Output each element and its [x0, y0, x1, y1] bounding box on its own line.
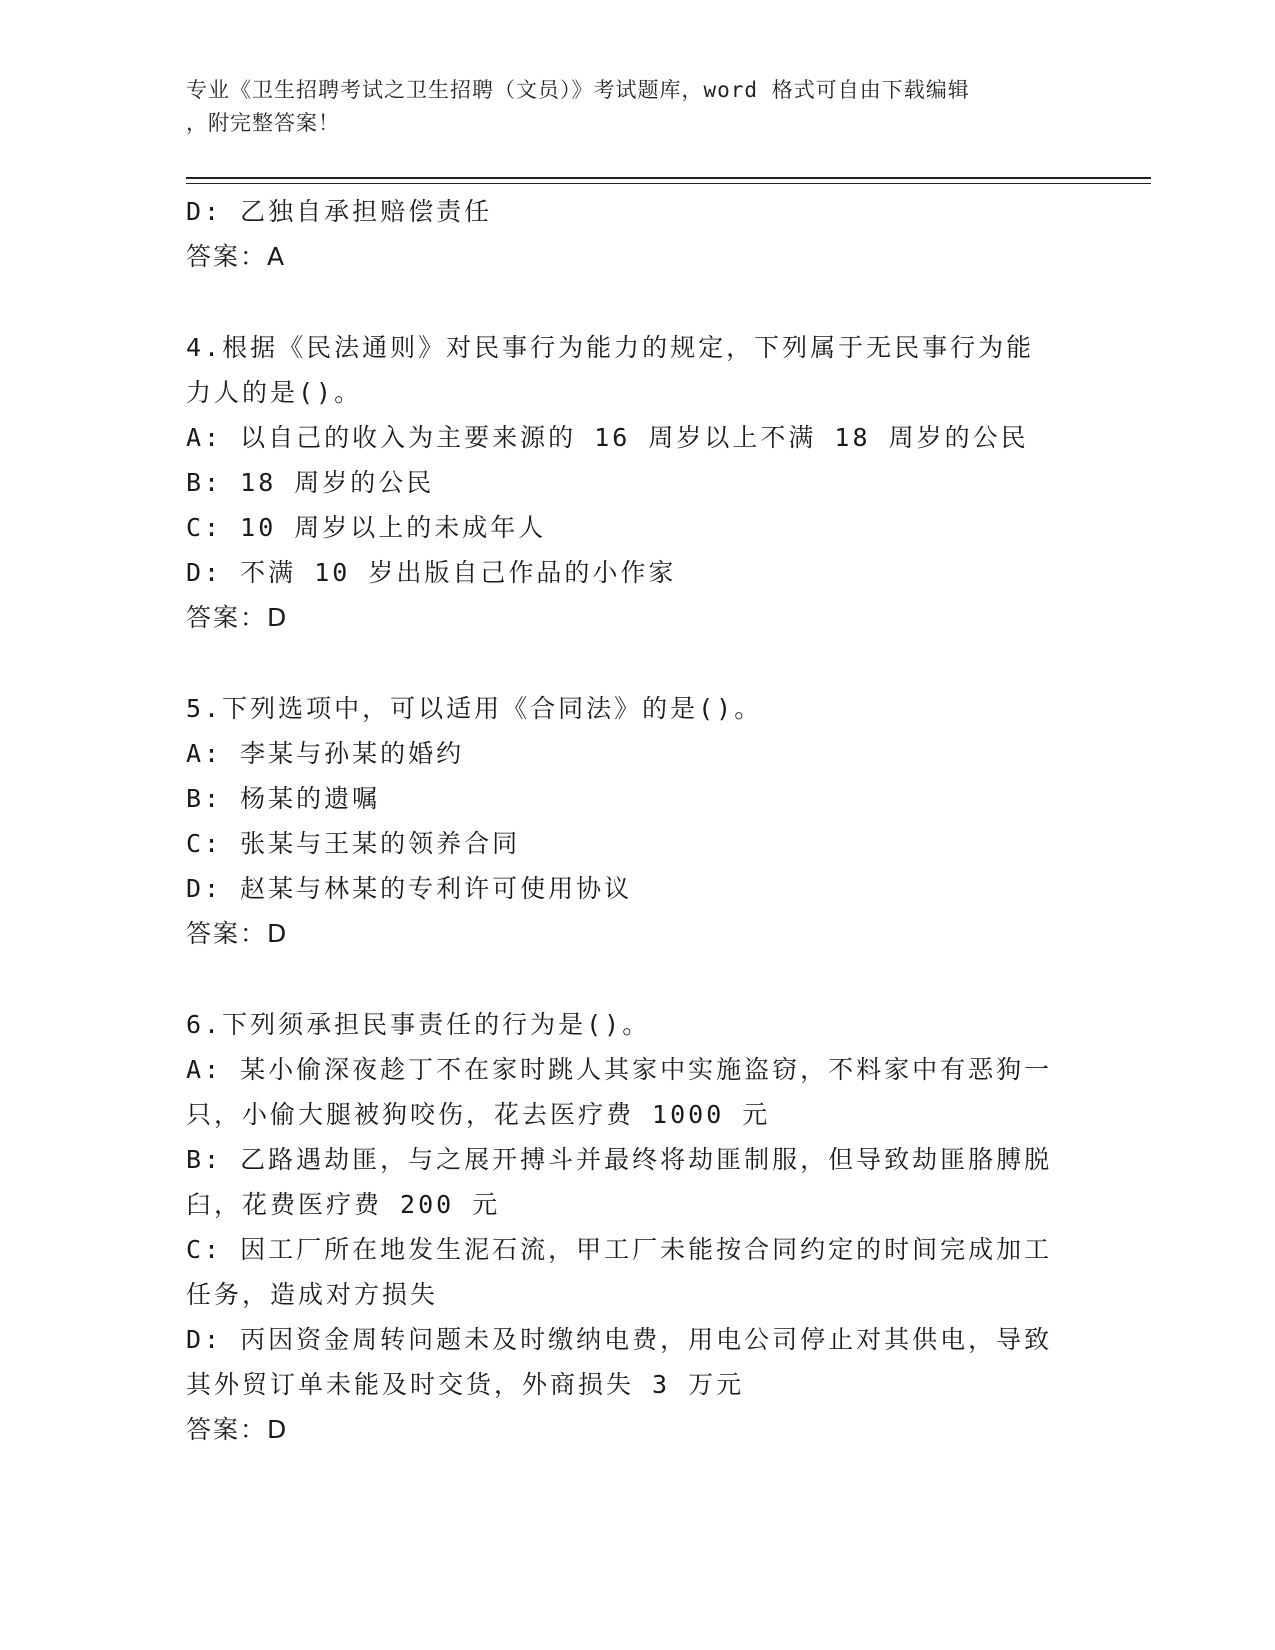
spacer: [186, 640, 1066, 686]
question-5-text: 5.下列选项中，可以适用《合同法》的是()。: [186, 694, 763, 723]
question-5-answer: 答案：D: [186, 919, 289, 948]
question-4-option-c: C: 10 周岁以上的未成年人: [186, 513, 547, 542]
question-content: [186, 189, 1066, 1452]
question-6-block: [186, 1002, 1066, 1452]
question-3-block: [186, 189, 1066, 279]
spacer: [186, 956, 1066, 1002]
question-6-option-a-line-1: A: 某小偷深夜趁丁不在家时跳人其家中实施盗窃，不料家中有恶狗一: [186, 1055, 1053, 1084]
question-3-option-d: D: 乙独自承担赔偿责任: [186, 197, 493, 226]
header-divider-thick: [186, 177, 1151, 179]
question-4-option-b: B: 18 周岁的公民: [186, 468, 435, 497]
question-6-option-d-line-2: 其外贸订单未能及时交货，外商损失 3 万元: [186, 1370, 745, 1399]
question-5-block: [186, 686, 1066, 956]
question-6-option-d-line-1: D: 丙因资金周转问题未及时缴纳电费，用电公司停止对其供电，导致: [186, 1325, 1053, 1354]
question-5-option-a: A: 李某与孙某的婚约: [186, 739, 465, 768]
question-6-option-b-line-1: B: 乙路遇劫匪，与之展开搏斗并最终将劫匪制服，但导致劫匪胳膊脱: [186, 1145, 1053, 1174]
question-5-option-b: B: 杨某的遗嘱: [186, 784, 381, 813]
spacer: [186, 279, 1066, 325]
question-4-answer: 答案：D: [186, 603, 289, 632]
question-6-option-b-line-2: 臼，花费医疗费 200 元: [186, 1190, 501, 1219]
question-4-text-line-1: 4.根据《民法通则》对民事行为能力的规定，下列属于无民事行为能: [186, 333, 1035, 362]
document-header: [186, 74, 1066, 140]
question-5-option-c: C: 张某与王某的领养合同: [186, 829, 521, 858]
question-6-answer: 答案：D: [186, 1415, 289, 1444]
question-5-option-d: D: 赵某与林某的专利许可使用协议: [186, 874, 633, 903]
header-line-2: ，附完整答案！: [186, 111, 340, 135]
header-divider-thin: [186, 183, 1151, 184]
question-6-text: 6.下列须承担民事责任的行为是()。: [186, 1010, 651, 1039]
question-4-option-a: A: 以自己的收入为主要来源的 16 周岁以上不满 18 周岁的公民: [186, 423, 1029, 452]
header-line-1: 专业《卫生招聘考试之卫生招聘（文员）》考试题库，word 格式可自由下载编辑: [186, 78, 970, 102]
question-3-answer: 答案：A: [186, 242, 287, 271]
question-4-option-d: D: 不满 10 岁出版自己作品的小作家: [186, 558, 677, 587]
question-6-option-a-line-2: 只，小偷大腿被狗咬伤，花去医疗费 1000 元: [186, 1100, 771, 1129]
question-4-block: [186, 325, 1066, 640]
question-4-text-line-2: 力人的是()。: [186, 378, 363, 407]
question-6-option-c-line-1: C: 因工厂所在地发生泥石流，甲工厂未能按合同约定的时间完成加工: [186, 1235, 1053, 1264]
question-6-option-c-line-2: 任务，造成对方损失: [186, 1280, 439, 1309]
